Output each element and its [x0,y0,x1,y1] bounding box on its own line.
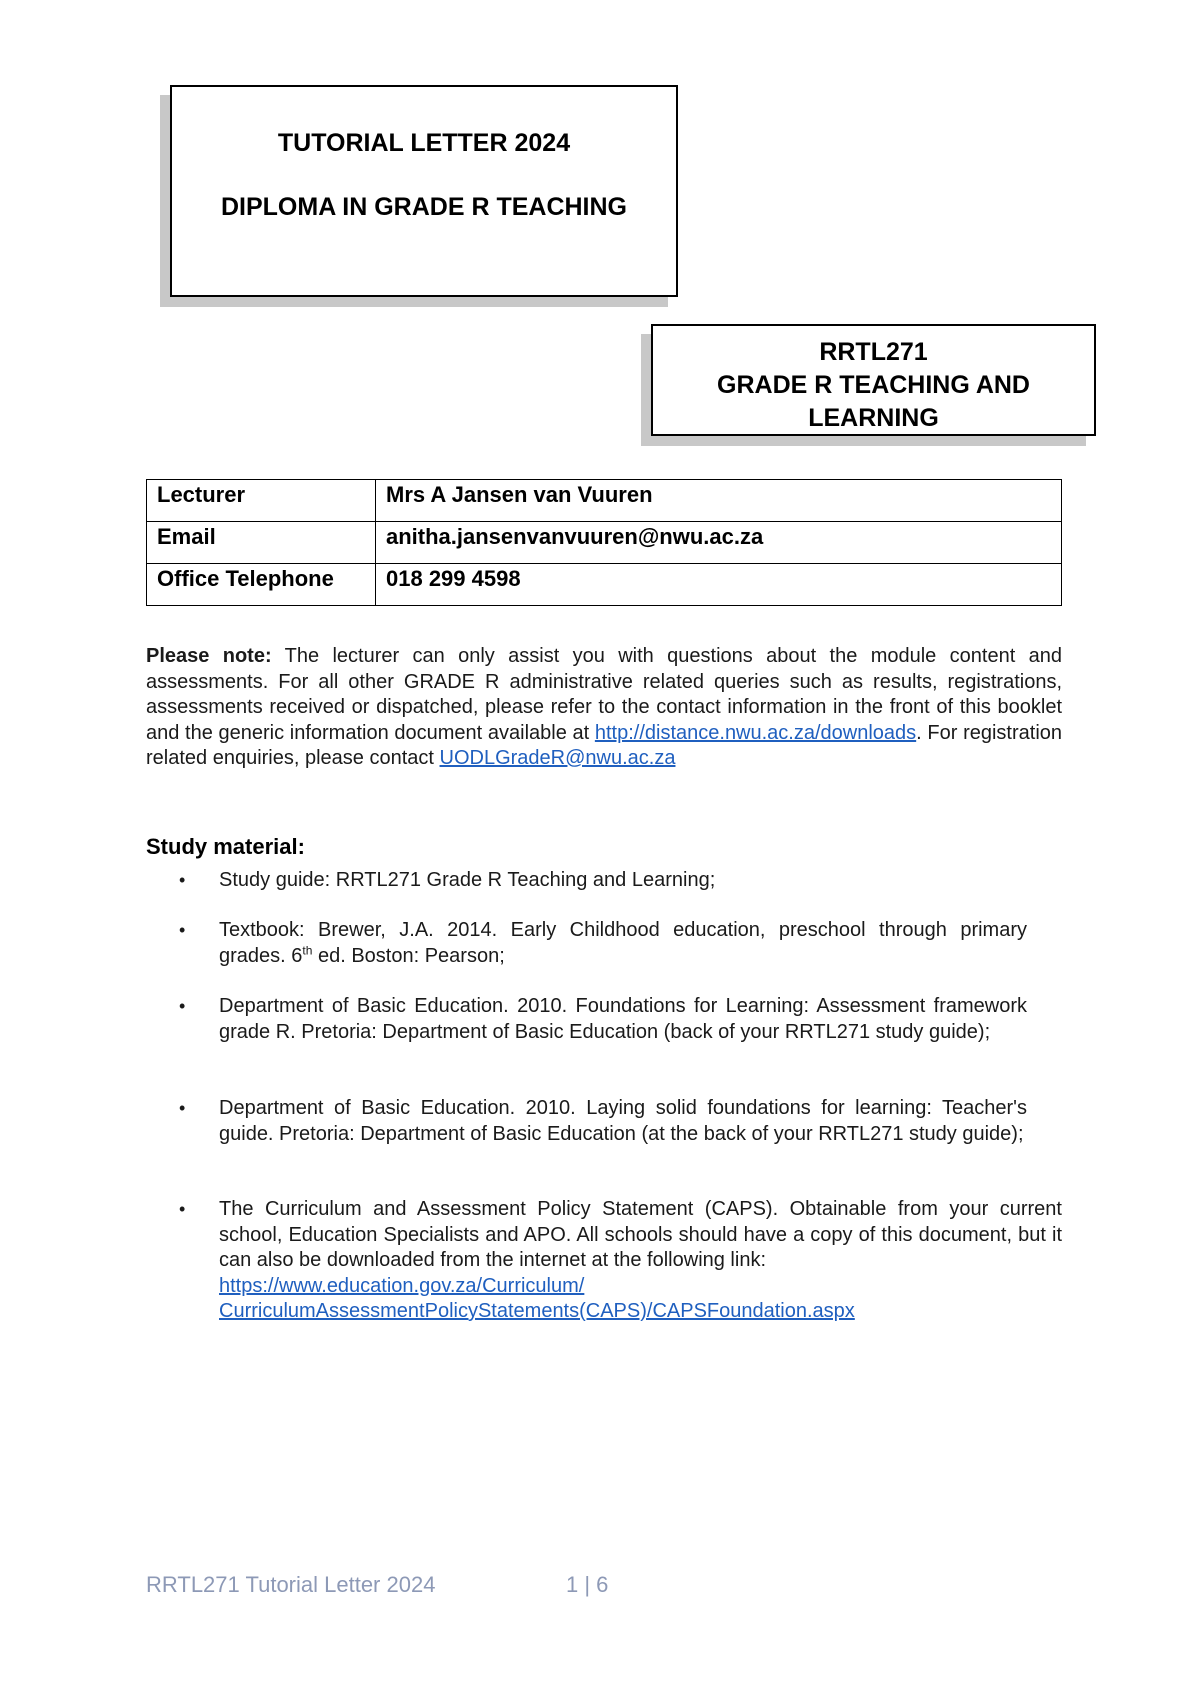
tutorial-letter-title: TUTORIAL LETTER 2024 [277,129,571,157]
table-cell-value: anitha.jansenvanvuuren@nwu.ac.za [376,522,1062,564]
contact-table [146,479,1062,606]
study-material-heading: Study material: [146,834,305,859]
note-label: Please note: [146,645,272,667]
table-row [147,564,1062,606]
superscript-th: th [302,942,313,957]
table-row [147,480,1062,522]
module-name-line2: LEARNING [808,404,939,432]
note-text: The lecturer can only assist you with questions about the module content and assessments. For all other GRADE R administrative related queries such as results, registrations, assessments received or dispatched, please refer to the contact information in the front of this booklet and the generic information document available at [146,645,1062,744]
module-code: RRTL271 [819,338,928,366]
list-item-text: Textbook: Brewer, J.A. 2014. Early Childhood education, preschool through primary grades. 6th ed. Boston: Pearson; [219,919,1027,967]
bullet-icon: • [179,920,186,940]
diploma-title: DIPLOMA IN GRADE R TEACHING [220,193,628,221]
list-item-text: Study guide: RRTL271 Grade R Teaching and Learning; [219,869,716,891]
caps-link-line2[interactable]: CurriculumAssessmentPolicyStatements(CAPS)/CAPSFoundation.aspx [219,1300,855,1322]
please-note-paragraph [146,644,1062,772]
module-name-line1: GRADE R TEACHING AND [717,371,1030,399]
title-box [170,85,678,297]
bullet-icon: • [179,996,186,1016]
footer-title: RRTL271 Tutorial Letter 2024 [146,1572,436,1597]
table-cell-label: Email [147,522,376,564]
module-box [651,324,1096,436]
list-item-text: Department of Basic Education. 2010. Foundations for Learning: Assessment framework grade R. Pretoria: Department of Basic Education (back of your RRTL271 study guide); [219,995,1027,1043]
table-cell-value: 018 299 4598 [376,564,1062,606]
page-number: 1 | 6 [566,1572,609,1597]
table-cell-value: Mrs A Jansen van Vuuren [376,480,1062,522]
list-item-text: The Curriculum and Assessment Policy Statement (CAPS). Obtainable from your current school, Education Specialists and APO. All schools should have a copy of this document, but it can also be downloaded from the internet at the following link: https://www.education.gov.za/Curriculum/ CurriculumAssessmentPolicyStatements(CAPS)/CAPSFoundation.aspx [219,1198,1062,1322]
note-mid-text: . For registration related enquiries, please contact [146,721,1063,769]
downloads-link[interactable]: http://distance.nwu.ac.za/downloads [594,721,917,744]
caps-link-line1[interactable]: https://www.education.gov.za/Curriculum/ [219,1274,585,1297]
table-cell-label: Office Telephone [147,564,376,606]
bullet-icon: • [179,870,186,890]
table-cell-label: Lecturer [147,480,376,522]
list-item-text: Department of Basic Education. 2010. Laying solid foundations for learning: Teacher's guide. Pretoria: Department of Basic Education (at the back of your RRTL271 study guide); [219,1097,1027,1145]
registration-email-link[interactable]: UODLGradeR@nwu.ac.za [439,747,676,769]
table-row [147,522,1062,564]
bullet-icon: • [179,1098,186,1118]
bullet-icon: • [179,1199,186,1219]
